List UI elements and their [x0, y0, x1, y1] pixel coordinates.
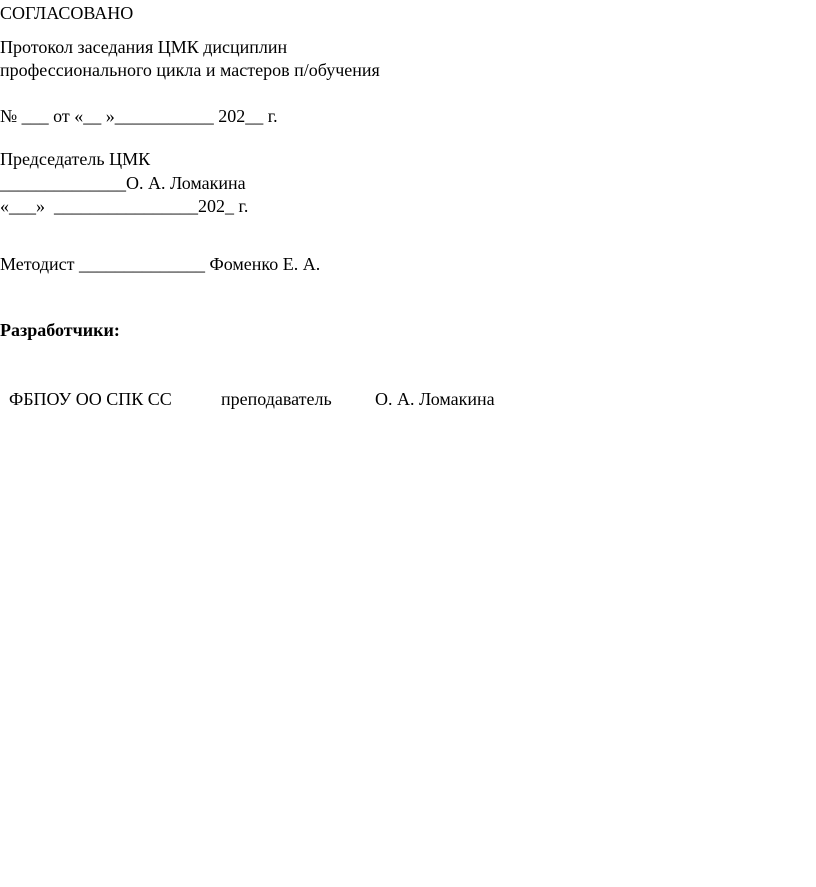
protocol-line-2: профессионального цикла и мастеров п/обучения — [0, 60, 380, 80]
chair-signature-line: ______________О. А. Ломакина — [0, 173, 246, 193]
protocol-line-1: Протокол заседания ЦМК дисциплин — [0, 37, 288, 57]
chair-date-line: «___» ________________202_ г. — [0, 196, 249, 216]
approval-heading: СОГЛАСОВАНО — [0, 3, 134, 23]
chair-title: Председатель ЦМК — [0, 149, 151, 169]
developer-position: преподаватель — [221, 389, 332, 409]
developers-heading: Разработчики: — [0, 320, 120, 340]
developer-name: О. А. Ломакина — [375, 389, 495, 409]
methodist-line: Методист ______________ Фоменко Е. А. — [0, 254, 321, 274]
developer-entry — [0, 366, 495, 410]
developer-organization: ФБПОУ ОО СПК СС — [9, 389, 172, 409]
protocol-number-line: № ___ от «__ »___________ 202__ г. — [0, 106, 278, 126]
